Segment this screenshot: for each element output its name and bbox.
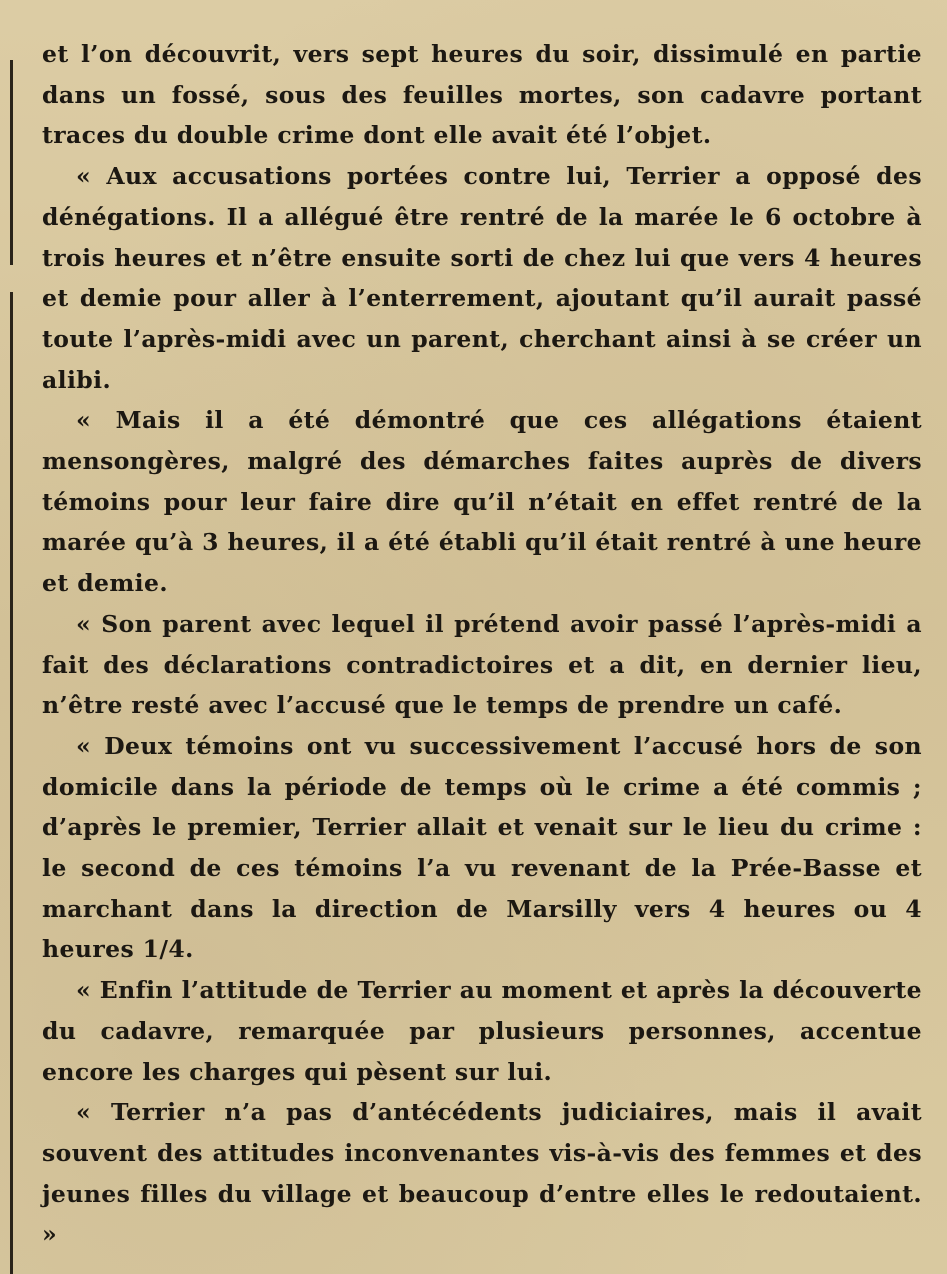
paragraph-antecedents: « Terrier n’a pas d’antécédents judiciaires, mais il avait souvent des attitudes inconvenantes vis-à-vis des femmes et des jeunes filles du village et beaucoup d’entre elles le redoutaient. »	[42, 1098, 922, 1249]
column-rule-top	[10, 60, 13, 265]
paragraph-attitude: « Enfin l’attitude de Terrier au moment et après la découverte du cadavre, remarquée par plusieurs personnes, accentue encore les charges qui pèsent sur lui.	[42, 976, 922, 1086]
paragraph-temoins: « Deux témoins ont vu successivement l’accusé hors de son domicile dans la période de temps où le crime a été commis ; d’après le premier, Terrier allait et venait sur le lieu du crime : le second de ces témoins l’a vu revenant de la Prée-Basse et marchant dans la direction de Marsilly vers 4 heures ou 4 heures 1/4.	[42, 731, 922, 964]
paragraph-denegations: « Aux accusations portées contre lui, Terrier a opposé des dénégations. Il a allégué être rentré de la marée le 6 octobre à trois heures et n’être ensuite sorti de chez lui que vers 4 heures et demie pour aller à l’enterrement, ajoutant qu’il aurait passé toute l’après-midi avec un parent, cherchant ainsi à se créer un alibi.	[42, 162, 922, 394]
article-column	[42, 34, 922, 1255]
paragraph-allegations: « Mais il a été démontré que ces allégations étaient mensongères, malgré des démarches faites auprès de divers témoins pour leur faire dire qu’il n’était en effet rentré de la marée qu’à 3 heures, il a été établi qu’il était rentré à une heure et demie.	[42, 406, 922, 598]
paragraph-parent: « Son parent avec lequel il prétend avoir passé l’après-midi a fait des déclarations contradictoires et a dit, en dernier lieu, n’être resté avec l’accusé que le temps de prendre un café.	[42, 609, 922, 720]
column-rule-bottom	[10, 292, 13, 1274]
paragraph-continuation: et l’on découvrit, vers sept heures du soir, dissimulé en partie dans un fossé, sous des feuilles mortes, son cadavre portant traces du double crime dont elle avait été l’objet.	[42, 40, 922, 150]
